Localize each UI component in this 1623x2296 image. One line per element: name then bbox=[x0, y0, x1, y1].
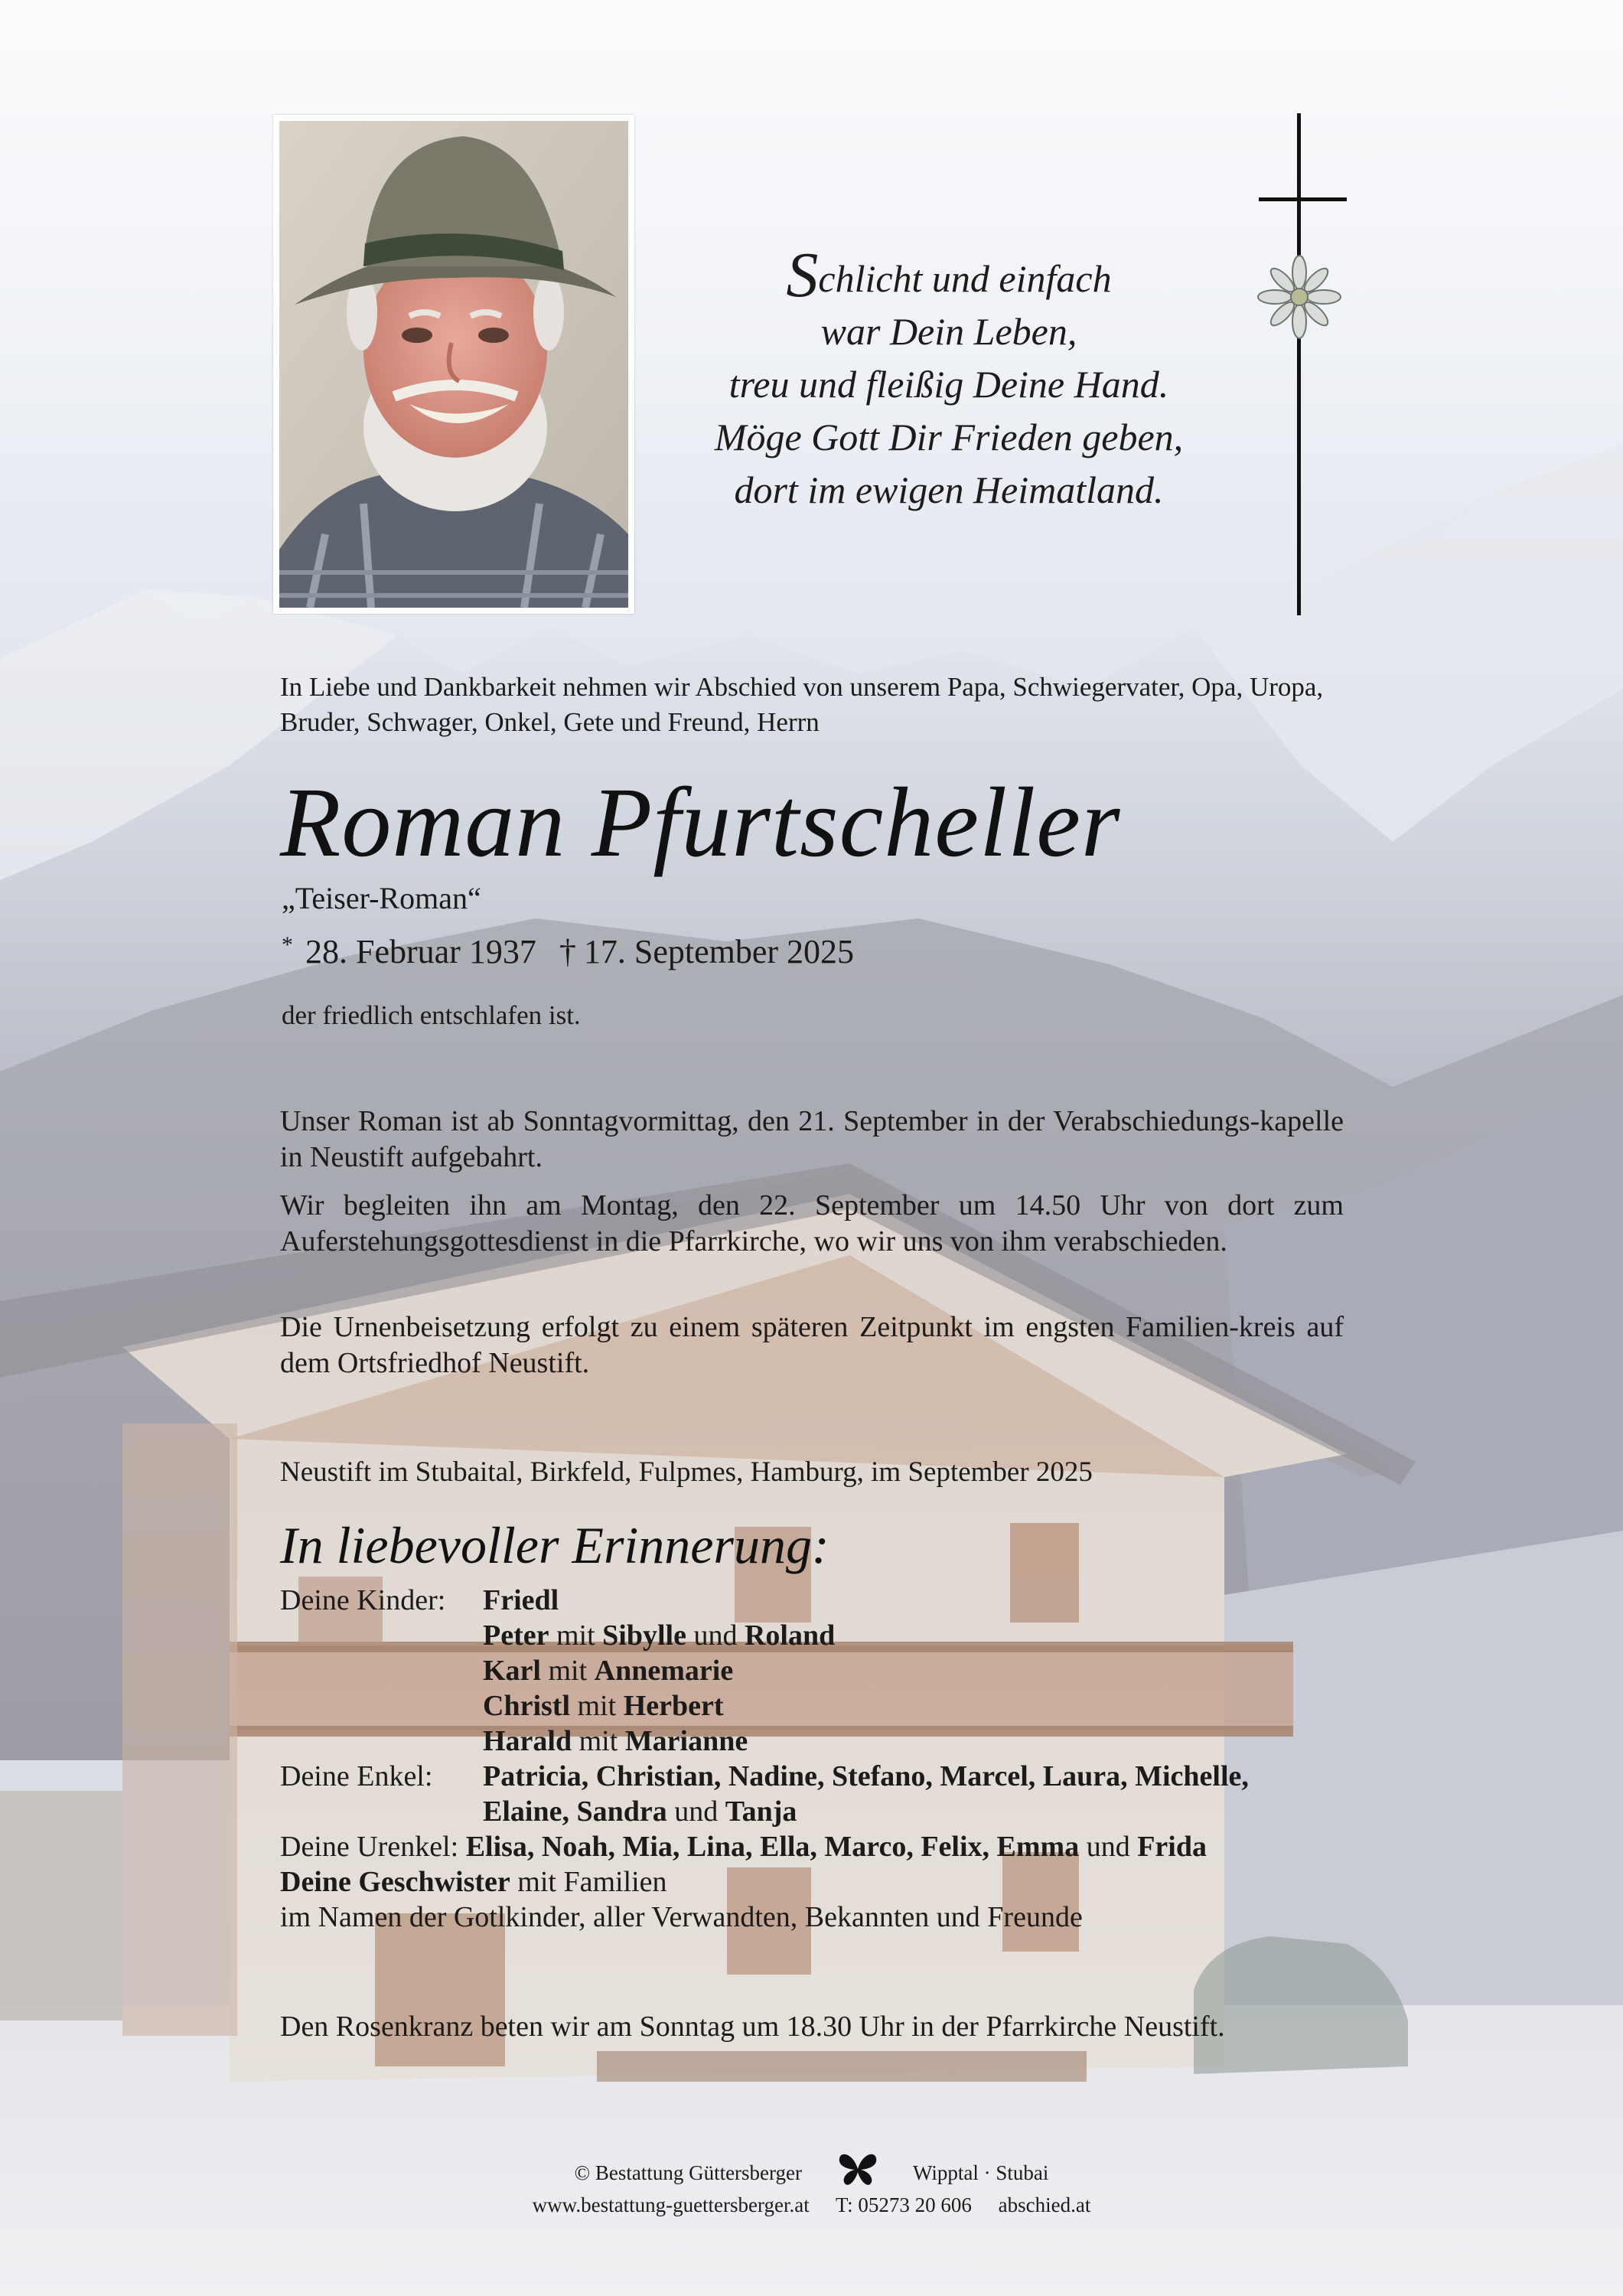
great-grandchildren-label: Deine Urenkel: bbox=[280, 1831, 459, 1863]
poem-line-3: treu und fleißig Deine Hand. bbox=[728, 363, 1169, 406]
children-values bbox=[483, 1583, 1351, 1759]
passed-text: der friedlich entschlafen ist. bbox=[282, 1000, 581, 1030]
great-grandchildren-names: Frida bbox=[1137, 1831, 1207, 1863]
connector: mit bbox=[577, 1690, 617, 1722]
memory-heading: In liebevoller Erinnerung: bbox=[280, 1516, 829, 1574]
connector: mit bbox=[556, 1619, 595, 1652]
death-date: 17. September 2025 bbox=[583, 933, 855, 970]
place-date: Neustift im Stubaital, Birkfeld, Fulpmes, Hamburg, im September 2025 bbox=[280, 1456, 1093, 1488]
portrait-photo bbox=[273, 115, 634, 614]
grandchildren-names: Elaine, Sandra bbox=[483, 1795, 667, 1828]
birth-date: 28. Februar 1937 bbox=[305, 933, 536, 970]
death-symbol: † bbox=[559, 933, 576, 970]
children-row bbox=[280, 1583, 1351, 1759]
connector: und bbox=[1086, 1831, 1130, 1863]
connector: mit bbox=[578, 1725, 618, 1757]
intro-text: In Liebe und Dankbarkeit nehmen wir Abschied von unserem Papa, Schwiegervater, Opa, Uropa, Bruder, Schwager, Onkel, Gete und Freund, Herrn bbox=[280, 672, 1324, 737]
siblings-label: Deine Geschwister bbox=[280, 1866, 510, 1898]
poem-line-1 bbox=[650, 240, 1247, 311]
connector: und bbox=[693, 1619, 738, 1652]
child-name: Peter bbox=[483, 1619, 549, 1652]
cross-icon bbox=[1255, 113, 1347, 618]
siblings-row bbox=[280, 1864, 1351, 1900]
grandchildren-label: Deine Enkel: bbox=[280, 1760, 433, 1792]
siblings-rest: mit Familien bbox=[517, 1866, 667, 1898]
child-name: Karl bbox=[483, 1655, 541, 1687]
poem-line-4: Möge Gott Dir Frieden geben, bbox=[714, 416, 1184, 458]
poem-line-5: dort im ewigen Heimatland. bbox=[734, 468, 1164, 511]
child-name: Marianne bbox=[624, 1725, 748, 1757]
edelweiss-icon bbox=[1258, 256, 1341, 338]
poem-line-2: war Dein Leben, bbox=[820, 310, 1077, 353]
funeral-paragraph: Wir begleiten ihn am Montag, den 22. September um 14.50 Uhr von dort zum Auferstehungsgottesdienst in die Pfarrkirche, wo wir uns von ihm verabschieden. bbox=[280, 1189, 1344, 1257]
poem bbox=[650, 240, 1247, 517]
child-name: Harald bbox=[483, 1725, 572, 1757]
grandchildren-values bbox=[483, 1759, 1351, 1829]
footer-site2[interactable]: abschied.at bbox=[998, 2193, 1091, 2216]
deceased-nickname: „Teiser-Roman“ bbox=[282, 881, 481, 915]
grandchildren-row bbox=[280, 1759, 1351, 1829]
child-name: Friedl bbox=[483, 1584, 559, 1616]
footer-company: © Bestattung Güttersberger bbox=[574, 2161, 803, 2184]
grandchildren-names: Patricia, Christian, Nadine, Stefano, Marcel, Laura, Michelle, bbox=[483, 1760, 1249, 1792]
footer-website[interactable]: www.bestattung-guettersberger.at bbox=[532, 2193, 810, 2216]
footer-phone: T: 05273 20 606 bbox=[836, 2193, 972, 2216]
rosary-text: Den Rosenkranz beten wir am Sonntag um 18.30 Uhr in der Pfarrkirche Neustift. bbox=[280, 2011, 1225, 2043]
children-label: Deine Kinder: bbox=[280, 1584, 446, 1616]
child-name: Herbert bbox=[623, 1690, 724, 1722]
great-grandchildren-row bbox=[280, 1829, 1351, 1864]
poem-line-1-text: chlicht und einfach bbox=[818, 257, 1112, 300]
child-name: Roland bbox=[744, 1619, 836, 1652]
birth-symbol: * bbox=[282, 932, 293, 957]
child-name: Annemarie bbox=[594, 1655, 734, 1687]
portrait-image bbox=[279, 121, 628, 608]
great-grandchildren-names: Elisa, Noah, Mia, Lina, Ella, Marco, Felix, Emma bbox=[465, 1831, 1080, 1863]
burial-paragraph: Die Urnenbeisetzung erfolgt zu einem späteren Zeitpunkt im engsten Familien-kreis auf dem Ortsfriedhof Neustift. bbox=[280, 1311, 1344, 1379]
child-name: Sibylle bbox=[602, 1619, 686, 1652]
family-list bbox=[280, 1583, 1351, 1935]
deceased-name: Roman Pfurtscheller bbox=[280, 768, 1121, 878]
footer-line-2 bbox=[0, 2189, 1623, 2221]
connector: mit bbox=[548, 1655, 588, 1687]
viewing-paragraph: Unser Roman ist ab Sonntagvormittag, den 21. September in der Verabschiedungs-kapelle in Neustift aufgebahrt. bbox=[280, 1105, 1344, 1173]
closing-line: im Namen der Gotlkinder, aller Verwandten, Bekannten und Freunde bbox=[280, 1901, 1083, 1933]
child-name: Christl bbox=[483, 1690, 570, 1722]
connector: und bbox=[674, 1795, 719, 1828]
poem-initial: S bbox=[786, 240, 819, 311]
footer-region: Wipptal · Stubai bbox=[913, 2161, 1049, 2184]
butterfly-icon bbox=[838, 2151, 878, 2187]
footer bbox=[0, 2151, 1623, 2221]
footer-line-1 bbox=[0, 2151, 1623, 2189]
life-dates bbox=[282, 932, 854, 971]
grandchildren-names: Tanja bbox=[725, 1795, 797, 1828]
